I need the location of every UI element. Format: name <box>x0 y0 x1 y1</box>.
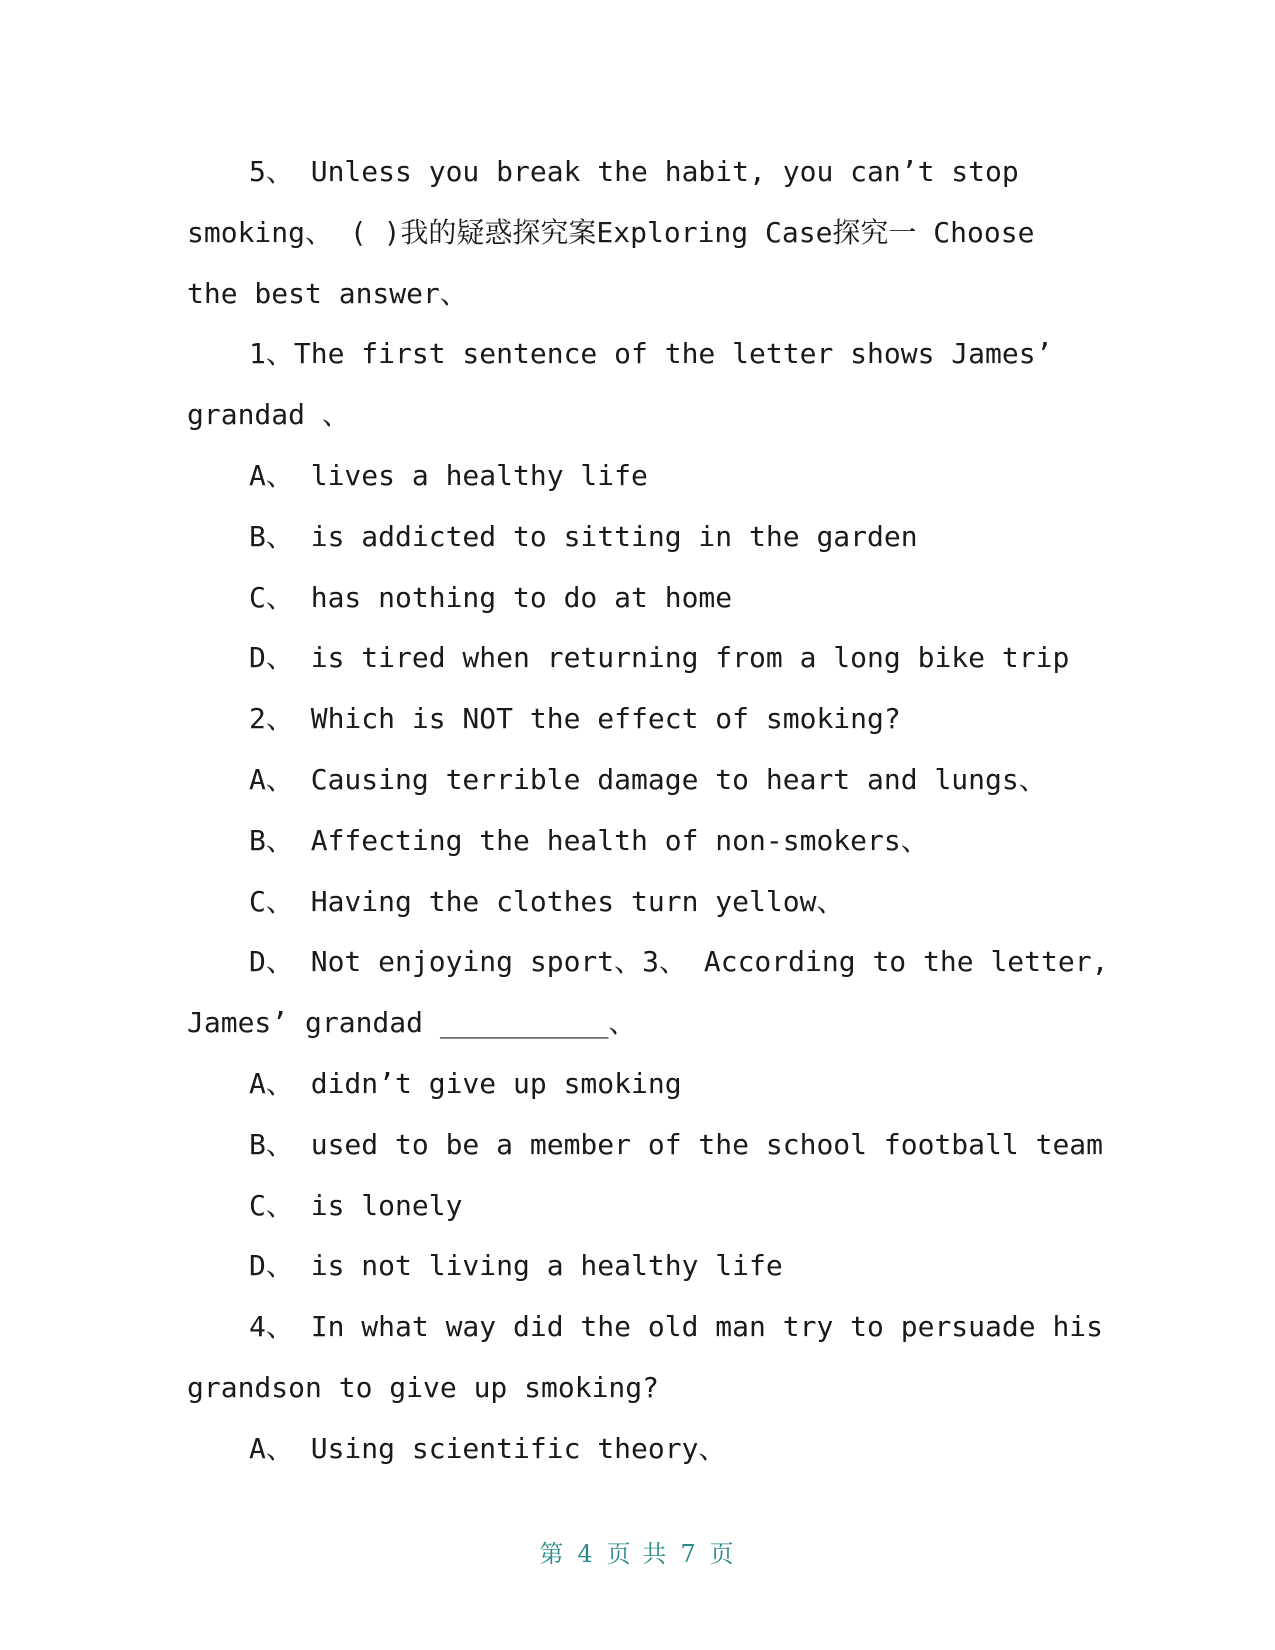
text-line: grandad 、 <box>187 398 350 432</box>
text-line: the best answer、 <box>187 276 468 310</box>
text-line: C、 is lonely <box>249 1188 463 1222</box>
text-line: C、 has nothing to do at home <box>249 580 733 614</box>
text-line: 2、 Which is NOT the effect of smoking? <box>249 702 901 736</box>
text-line: A、 lives a healthy life <box>249 458 648 492</box>
text-line: 1、The first sentence of the letter shows James’ <box>249 337 1053 371</box>
footer-page-number: 4 <box>577 1540 595 1568</box>
text-line: D、 is tired when returning from a long bike trip <box>249 641 1070 675</box>
footer-page-mid: 页 共 <box>606 1540 669 1568</box>
text-line: James’ grandad __________、 <box>187 1006 637 1040</box>
text-line: B、 used to be a member of the school football team <box>249 1127 1104 1161</box>
text-line: A、 didn’t give up smoking <box>249 1066 682 1100</box>
text-line: B、 Affecting the health of non-smokers、 <box>249 823 929 857</box>
text-line: A、 Using scientific theory、 <box>249 1431 727 1465</box>
footer-page-prefix: 第 <box>539 1540 566 1568</box>
text-line: 5、 Unless you break the habit, you can’t stop <box>249 155 1019 188</box>
text-line: B、 is addicted to sitting in the garden <box>249 519 918 553</box>
text-line: 4、 In what way did the old man try to persuade his <box>249 1310 1104 1344</box>
footer-page-suffix: 页 <box>709 1540 736 1568</box>
text-line: A、 Causing terrible damage to heart and lungs、 <box>249 762 1047 796</box>
text-line: C、 Having the clothes turn yellow、 <box>249 884 845 918</box>
text-line: smoking、 ( )我的疑惑探究案Exploring Case探究一 Choose <box>187 215 1035 249</box>
text-line: D、 Not enjoying sport、3、 According to the letter, <box>249 945 1109 979</box>
text-line: D、 is not living a healthy life <box>249 1249 783 1283</box>
page-footer <box>0 1534 1275 1569</box>
document-body <box>187 142 1109 1480</box>
footer-total-pages: 7 <box>680 1540 698 1568</box>
text-line: grandson to give up smoking? <box>187 1370 660 1404</box>
